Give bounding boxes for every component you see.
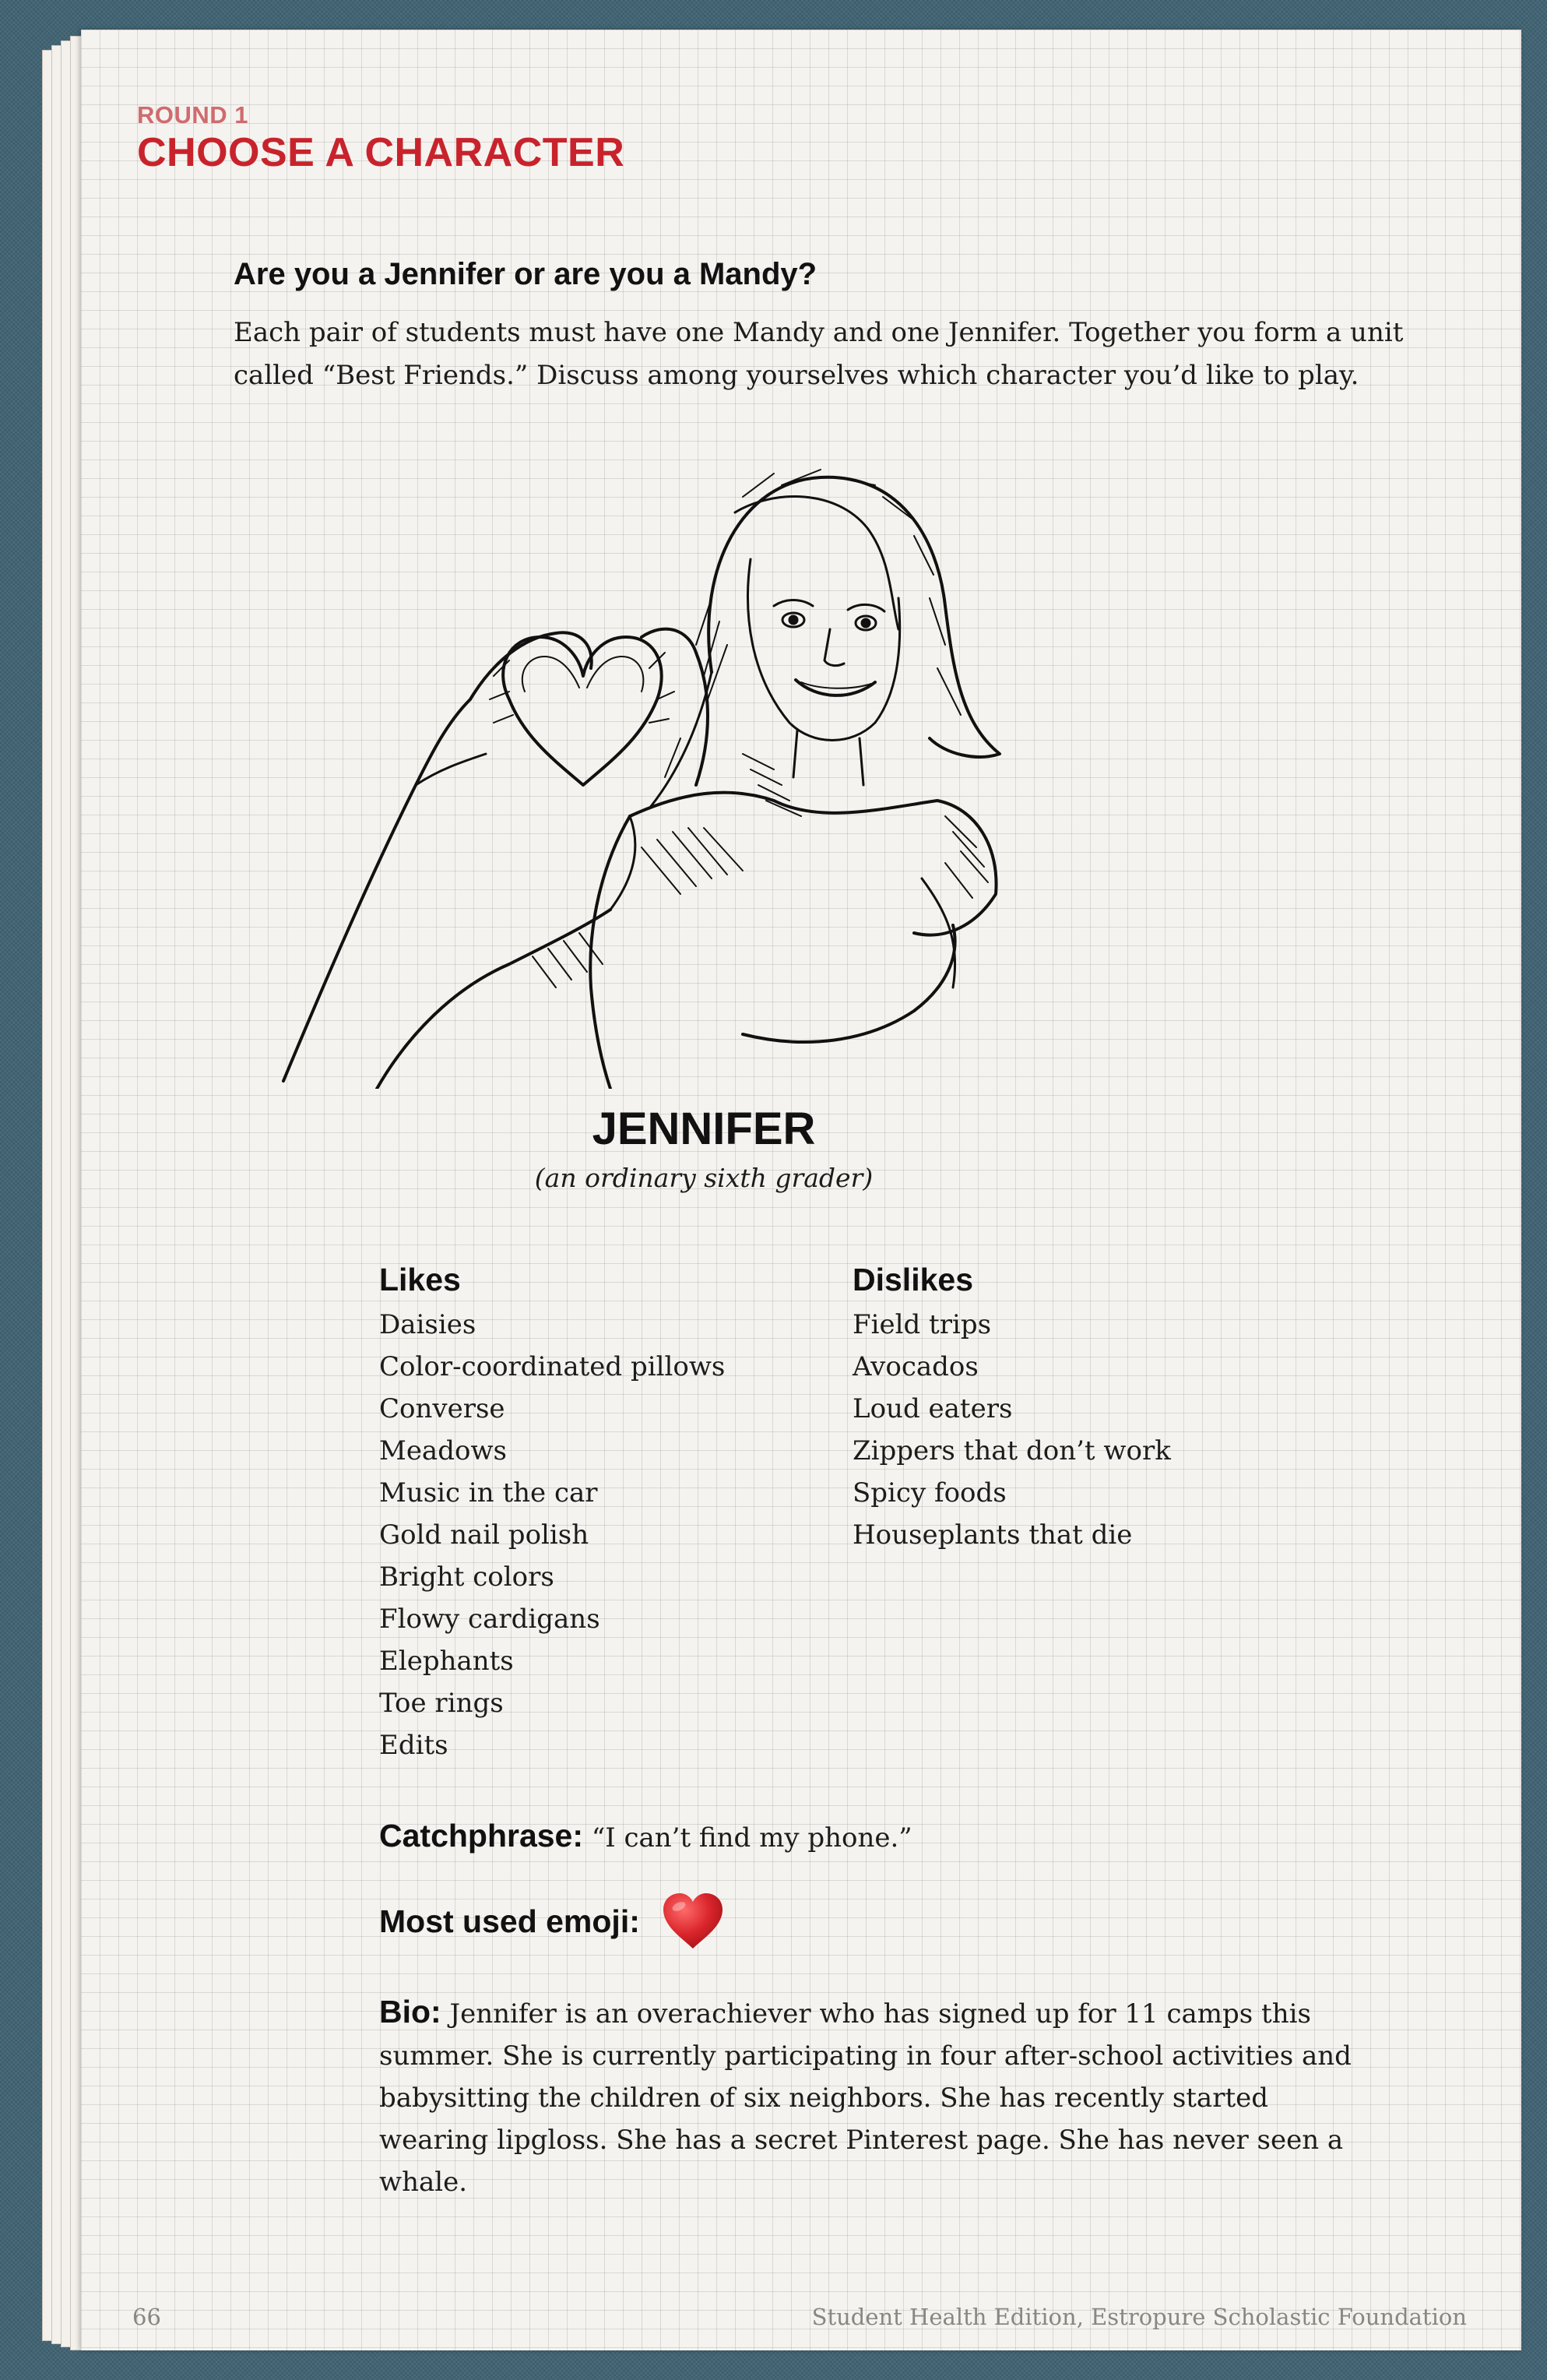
- list-item: Loud eaters: [853, 1393, 1013, 1424]
- dislikes-heading: Dislikes: [853, 1262, 973, 1297]
- likes-heading: Likes: [379, 1262, 461, 1297]
- character-subtitle: (an ordinary sixth grader): [534, 1163, 874, 1193]
- list-item: Music in the car: [379, 1477, 598, 1509]
- list-item: Edits: [379, 1730, 448, 1761]
- character-name: JENNIFER: [592, 1104, 816, 1154]
- emoji-label: Most used emoji:: [379, 1903, 640, 1939]
- list-item: Meadows: [379, 1435, 507, 1466]
- red-heart-icon: [660, 1891, 726, 1952]
- round-label: ROUND 1: [137, 101, 249, 129]
- list-item: Color-coordinated pillows: [379, 1351, 726, 1382]
- list-item: Converse: [379, 1393, 505, 1424]
- list-item: Gold nail polish: [379, 1519, 589, 1551]
- dislikes-list: [853, 1304, 1171, 1556]
- bio-label: Bio:: [379, 1994, 441, 2030]
- girl-heart-hands-illustration: [276, 442, 1054, 1089]
- list-item: Houseplants that die: [853, 1519, 1133, 1551]
- likes-list: [379, 1304, 725, 1766]
- list-item: Field trips: [853, 1309, 992, 1340]
- list-item: Elephants: [379, 1646, 514, 1677]
- list-item: Spicy foods: [853, 1477, 1007, 1509]
- catchphrase-label: Catchphrase:: [379, 1818, 584, 1854]
- list-item: Toe rings: [379, 1688, 504, 1719]
- emoji-row: [379, 1891, 726, 1952]
- catchphrase-text: “I can’t find my phone.”: [591, 1822, 912, 1854]
- list-item: Bright colors: [379, 1561, 554, 1593]
- publication-footer: Student Health Edition, Estropure Scholastic Foundation: [811, 2304, 1467, 2330]
- catchphrase-row: [379, 1818, 912, 1854]
- bio-paragraph: [379, 1991, 1352, 2203]
- intro-text: Each pair of students must have one Mandy and one Jennifer. Together you form a unit called “Best Friends.” Discuss among yourselves which character you’d like to play.: [234, 317, 1404, 391]
- intro-question: Are you a Jennifer or are you a Mandy?: [234, 257, 817, 291]
- book-page: [81, 30, 1521, 2350]
- list-item: Zippers that don’t work: [853, 1435, 1171, 1466]
- list-item: Avocados: [853, 1351, 979, 1382]
- list-item: Daisies: [379, 1309, 476, 1340]
- section-title: CHOOSE A CHARACTER: [137, 130, 625, 175]
- page-number: 66: [132, 2304, 161, 2330]
- list-item: Flowy cardigans: [379, 1604, 600, 1635]
- bio-text: Jennifer is an overachiever who has signed up for 11 camps this summer. She is currently participating in four after-school activities and babysitting the children of six neighbors. She has recently started wearing lipgloss. She has a secret Pinterest page. She has never seen a whale.: [379, 1998, 1352, 2198]
